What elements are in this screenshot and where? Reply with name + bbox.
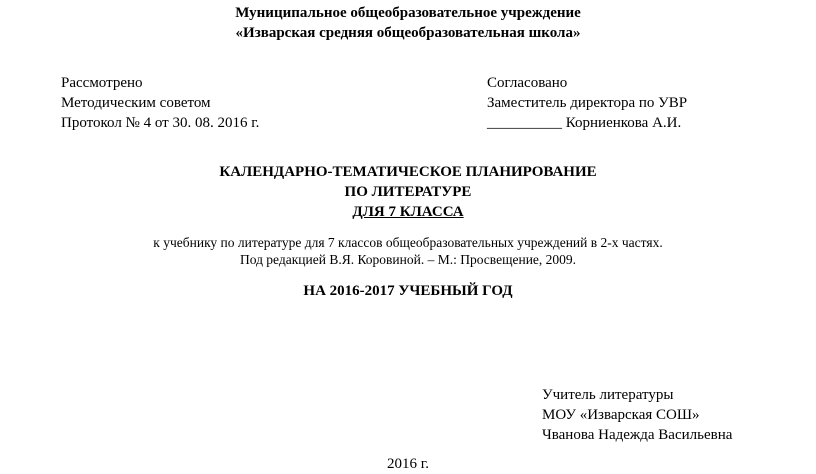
deputy-director-label: Заместитель директора по УВР xyxy=(487,95,688,111)
footer-year: 2016 г. xyxy=(387,456,429,472)
teacher-position: Учитель литературы xyxy=(542,387,674,403)
teacher-school: МОУ «Изварская СОШ» xyxy=(542,407,700,423)
document-title xyxy=(0,162,816,222)
title-line-subject: ПО ЛИТЕРАТУРЕ xyxy=(344,184,472,200)
title-line-grade: ДЛЯ 7 КЛАССА xyxy=(352,204,464,220)
organization-name: Муниципальное общеобразовательное учреждение xyxy=(235,5,581,21)
reviewed-label: Рассмотрено xyxy=(61,75,143,91)
textbook-line-1: к учебнику по литературе для 7 классов общеобразовательных учреждений в 2-х частях. xyxy=(153,235,663,250)
school-name: «Изварская средняя общеобразовательная школа» xyxy=(235,25,581,41)
agreed-label: Согласовано xyxy=(487,75,568,91)
title-line-planning: КАЛЕНДАРНО-ТЕМАТИЧЕСКОЕ ПЛАНИРОВАНИЕ xyxy=(219,164,597,180)
protocol-label: Протокол № 4 от 30. 08. 2016 г. xyxy=(61,115,260,131)
approval-agreed-block xyxy=(487,73,687,133)
methodical-council-label: Методическим советом xyxy=(61,95,211,111)
academic-year: НА 2016-2017 УЧЕБНЫЙ ГОД xyxy=(303,283,513,299)
textbook-info xyxy=(0,234,816,268)
teacher-block xyxy=(542,385,732,445)
deputy-signature-line: __________ Корниенкова А.И. xyxy=(487,115,682,131)
approval-reviewed-block xyxy=(61,73,259,133)
teacher-name: Чванова Надежда Васильевна xyxy=(542,427,733,443)
textbook-line-2: Под редакцией В.Я. Коровиной. – М.: Просвещение, 2009. xyxy=(239,252,577,267)
